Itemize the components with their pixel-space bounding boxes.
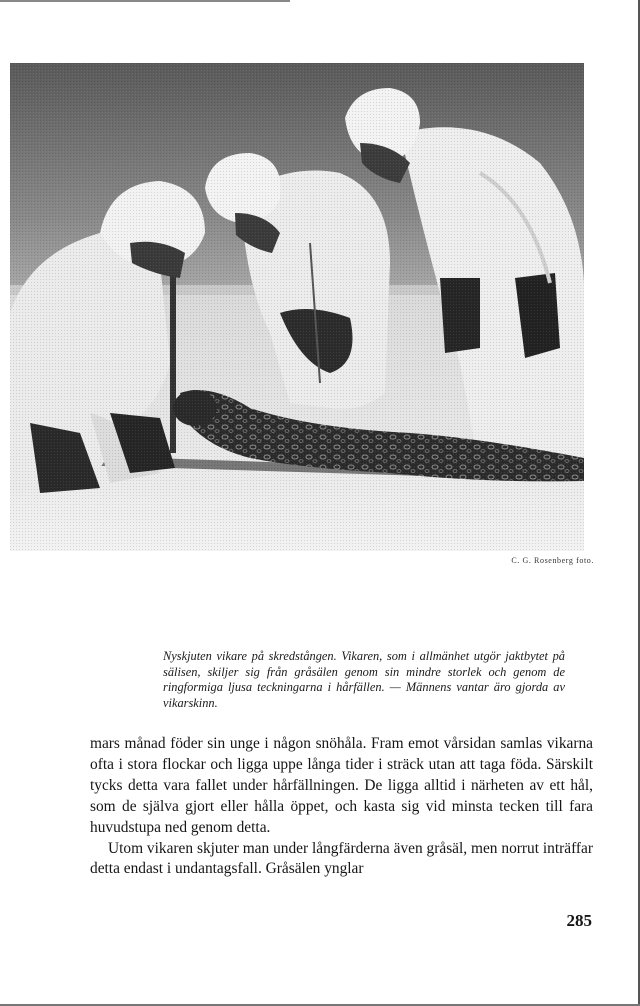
page-edge-top [0, 0, 290, 2]
photo-caption: Nyskjuten vikare på skredstången. Vikaren, som i allmänhet utgör jaktbytet på sälisen, skiljer sig från gråsälen genom sin mindre storlek och genom de ringformiga ljusa teckningarna i hårfällen. — Männens vantar äro gjorda av vikarskinn. [163, 649, 565, 710]
page-number: 285 [566, 911, 592, 930]
photograph [10, 63, 584, 551]
paragraph: Utom vikaren skjuter man under långfärderna även gråsäl, men norrut inträffar detta endast i undantagsfall. Gråsälen ynglar [90, 839, 593, 878]
body-text [90, 734, 593, 880]
paragraph: mars månad föder sin unge i någon snöhåla. Fram emot vårsidan samlas vikarna ofta i stora flockar och ligga uppe långa tider i sträck utan att taga föda. Särskilt tycks detta vara fallet under hårfällningen. De ligga alltid i närheten av ett hål, som de själva gjort eller hålla öppet, och kasta sig vid minsta tecken till fara huvudstupa ned genom detta. [90, 735, 593, 836]
photo-illustration [10, 63, 584, 551]
photo-credit: C. G. Rosenberg foto. [511, 556, 594, 565]
